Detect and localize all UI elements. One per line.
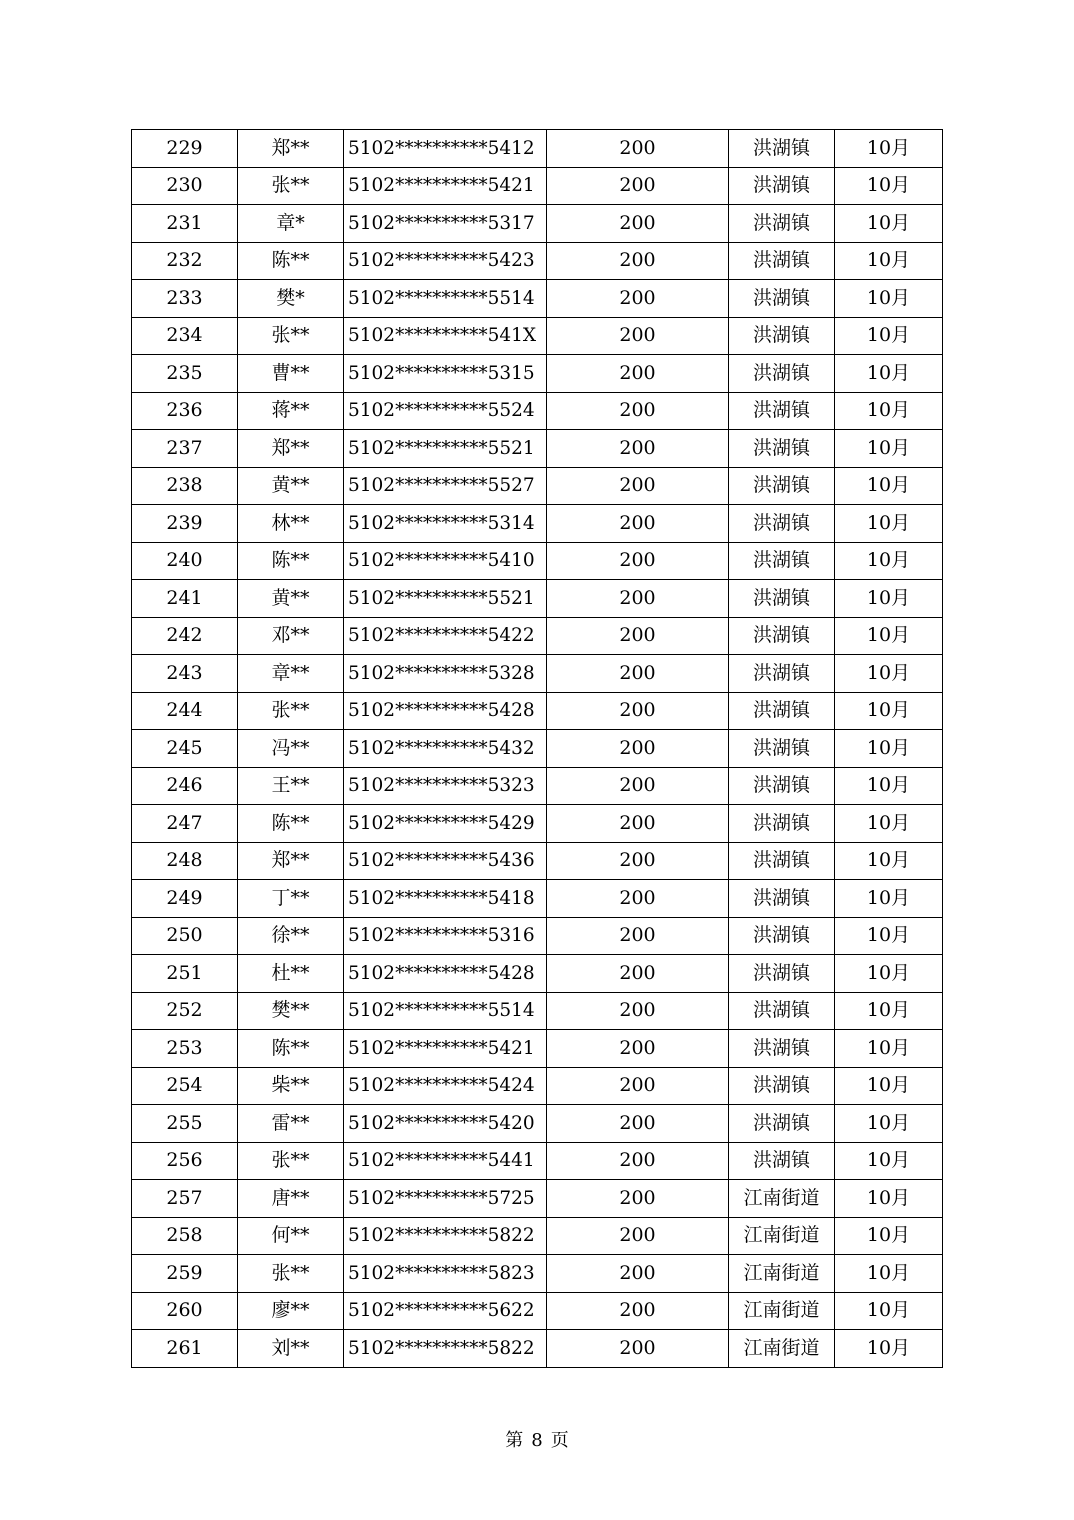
cell-id-number: 5102**********5421 (344, 167, 547, 205)
cell-amount: 200 (547, 805, 729, 843)
cell-amount: 200 (547, 730, 729, 768)
cell-serial-number: 251 (132, 955, 238, 993)
cell-id-number: 5102**********5424 (344, 1067, 547, 1105)
cell-name: 刘** (238, 1330, 344, 1368)
cell-amount: 200 (547, 1292, 729, 1330)
cell-amount: 200 (547, 917, 729, 955)
table-row (132, 1292, 943, 1330)
cell-amount: 200 (547, 205, 729, 243)
cell-name: 樊* (238, 280, 344, 318)
cell-id-number: 5102**********5514 (344, 280, 547, 318)
cell-month: 10月 (835, 692, 943, 730)
table-row (132, 130, 943, 168)
cell-town: 洪湖镇 (729, 580, 835, 618)
cell-serial-number: 254 (132, 1067, 238, 1105)
cell-id-number: 5102**********5420 (344, 1105, 547, 1143)
cell-id-number: 5102**********5328 (344, 655, 547, 693)
cell-id-number: 5102**********5317 (344, 205, 547, 243)
cell-serial-number: 244 (132, 692, 238, 730)
cell-name: 丁** (238, 880, 344, 918)
cell-name: 章* (238, 205, 344, 243)
cell-name: 王** (238, 767, 344, 805)
cell-amount: 200 (547, 1180, 729, 1218)
table-row (132, 1180, 943, 1218)
cell-id-number: 5102**********5410 (344, 542, 547, 580)
cell-town: 洪湖镇 (729, 505, 835, 543)
cell-id-number: 5102**********5822 (344, 1217, 547, 1255)
cell-serial-number: 253 (132, 1030, 238, 1068)
cell-month: 10月 (835, 467, 943, 505)
cell-town: 洪湖镇 (729, 692, 835, 730)
cell-town: 洪湖镇 (729, 617, 835, 655)
table-row (132, 505, 943, 543)
cell-amount: 200 (547, 430, 729, 468)
cell-name: 陈** (238, 1030, 344, 1068)
cell-month: 10月 (835, 205, 943, 243)
cell-month: 10月 (835, 1030, 943, 1068)
cell-amount: 200 (547, 767, 729, 805)
table-row (132, 917, 943, 955)
table-row (132, 1330, 943, 1368)
table-row (132, 1142, 943, 1180)
cell-month: 10月 (835, 130, 943, 168)
cell-town: 洪湖镇 (729, 655, 835, 693)
cell-name: 黄** (238, 580, 344, 618)
cell-town: 洪湖镇 (729, 1105, 835, 1143)
roster-table (131, 129, 943, 1368)
cell-town: 洪湖镇 (729, 280, 835, 318)
table-row (132, 767, 943, 805)
cell-month: 10月 (835, 1067, 943, 1105)
cell-amount: 200 (547, 655, 729, 693)
table-row (132, 430, 943, 468)
table-row (132, 280, 943, 318)
cell-amount: 200 (547, 467, 729, 505)
table-row (132, 992, 943, 1030)
cell-month: 10月 (835, 842, 943, 880)
cell-amount: 200 (547, 392, 729, 430)
cell-town: 洪湖镇 (729, 917, 835, 955)
footer-prefix: 第 (505, 1430, 524, 1451)
cell-serial-number: 229 (132, 130, 238, 168)
table-row (132, 1030, 943, 1068)
cell-name: 廖** (238, 1292, 344, 1330)
table-row (132, 692, 943, 730)
cell-month: 10月 (835, 880, 943, 918)
cell-name: 郑** (238, 130, 344, 168)
cell-name: 陈** (238, 242, 344, 280)
table-row (132, 355, 943, 393)
cell-name: 唐** (238, 1180, 344, 1218)
cell-name: 章** (238, 655, 344, 693)
cell-town: 洪湖镇 (729, 317, 835, 355)
cell-town: 洪湖镇 (729, 992, 835, 1030)
cell-id-number: 5102**********5423 (344, 242, 547, 280)
cell-serial-number: 240 (132, 542, 238, 580)
cell-serial-number: 249 (132, 880, 238, 918)
cell-month: 10月 (835, 1180, 943, 1218)
cell-name: 郑** (238, 430, 344, 468)
cell-id-number: 5102**********5314 (344, 505, 547, 543)
cell-serial-number: 235 (132, 355, 238, 393)
cell-serial-number: 230 (132, 167, 238, 205)
table-row (132, 467, 943, 505)
cell-name: 郑** (238, 842, 344, 880)
cell-amount: 200 (547, 842, 729, 880)
cell-town: 江南街道 (729, 1180, 835, 1218)
table-row (132, 1255, 943, 1293)
cell-month: 10月 (835, 955, 943, 993)
cell-amount: 200 (547, 580, 729, 618)
cell-month: 10月 (835, 1255, 943, 1293)
table-row (132, 617, 943, 655)
cell-serial-number: 236 (132, 392, 238, 430)
cell-serial-number: 237 (132, 430, 238, 468)
cell-serial-number: 246 (132, 767, 238, 805)
cell-town: 洪湖镇 (729, 880, 835, 918)
cell-id-number: 5102**********5315 (344, 355, 547, 393)
cell-month: 10月 (835, 1292, 943, 1330)
cell-town: 洪湖镇 (729, 467, 835, 505)
cell-name: 张** (238, 692, 344, 730)
cell-town: 洪湖镇 (729, 392, 835, 430)
cell-town: 洪湖镇 (729, 1142, 835, 1180)
cell-amount: 200 (547, 955, 729, 993)
cell-amount: 200 (547, 280, 729, 318)
cell-serial-number: 247 (132, 805, 238, 843)
cell-name: 杜** (238, 955, 344, 993)
cell-serial-number: 245 (132, 730, 238, 768)
cell-serial-number: 231 (132, 205, 238, 243)
cell-month: 10月 (835, 167, 943, 205)
cell-serial-number: 233 (132, 280, 238, 318)
cell-serial-number: 241 (132, 580, 238, 618)
cell-name: 徐** (238, 917, 344, 955)
cell-id-number: 5102**********5622 (344, 1292, 547, 1330)
cell-name: 陈** (238, 542, 344, 580)
cell-serial-number: 238 (132, 467, 238, 505)
table-row (132, 1105, 943, 1143)
cell-town: 江南街道 (729, 1217, 835, 1255)
cell-id-number: 5102**********5823 (344, 1255, 547, 1293)
cell-month: 10月 (835, 767, 943, 805)
table-row (132, 955, 943, 993)
cell-amount: 200 (547, 1255, 729, 1293)
table-row (132, 580, 943, 618)
cell-amount: 200 (547, 167, 729, 205)
cell-id-number: 5102**********5428 (344, 692, 547, 730)
cell-serial-number: 252 (132, 992, 238, 1030)
cell-town: 江南街道 (729, 1292, 835, 1330)
cell-id-number: 5102**********5521 (344, 430, 547, 468)
cell-town: 洪湖镇 (729, 167, 835, 205)
cell-month: 10月 (835, 917, 943, 955)
cell-town: 洪湖镇 (729, 205, 835, 243)
cell-amount: 200 (547, 130, 729, 168)
footer-suffix: 页 (550, 1430, 569, 1451)
page-footer (0, 1431, 1074, 1451)
table-row (132, 1217, 943, 1255)
table-row (132, 542, 943, 580)
cell-name: 蒋** (238, 392, 344, 430)
cell-name: 樊** (238, 992, 344, 1030)
roster-table-body (132, 130, 943, 1368)
cell-id-number: 5102**********5441 (344, 1142, 547, 1180)
cell-month: 10月 (835, 730, 943, 768)
cell-id-number: 5102**********5822 (344, 1330, 547, 1368)
cell-town: 江南街道 (729, 1330, 835, 1368)
cell-serial-number: 258 (132, 1217, 238, 1255)
cell-name: 曹** (238, 355, 344, 393)
cell-id-number: 5102**********5527 (344, 467, 547, 505)
cell-serial-number: 243 (132, 655, 238, 693)
cell-serial-number: 261 (132, 1330, 238, 1368)
cell-serial-number: 242 (132, 617, 238, 655)
table-row (132, 730, 943, 768)
cell-name: 柴** (238, 1067, 344, 1105)
cell-town: 洪湖镇 (729, 130, 835, 168)
cell-town: 洪湖镇 (729, 355, 835, 393)
cell-month: 10月 (835, 392, 943, 430)
cell-serial-number: 257 (132, 1180, 238, 1218)
cell-id-number: 5102**********5422 (344, 617, 547, 655)
cell-month: 10月 (835, 430, 943, 468)
table-row (132, 242, 943, 280)
cell-amount: 200 (547, 505, 729, 543)
table-row (132, 205, 943, 243)
cell-town: 洪湖镇 (729, 730, 835, 768)
cell-amount: 200 (547, 317, 729, 355)
table-row (132, 842, 943, 880)
cell-town: 洪湖镇 (729, 1030, 835, 1068)
cell-town: 洪湖镇 (729, 430, 835, 468)
cell-serial-number: 260 (132, 1292, 238, 1330)
cell-name: 陈** (238, 805, 344, 843)
cell-amount: 200 (547, 617, 729, 655)
cell-amount: 200 (547, 542, 729, 580)
cell-town: 洪湖镇 (729, 542, 835, 580)
cell-serial-number: 248 (132, 842, 238, 880)
cell-serial-number: 250 (132, 917, 238, 955)
cell-month: 10月 (835, 1142, 943, 1180)
cell-town: 洪湖镇 (729, 1067, 835, 1105)
cell-name: 邓** (238, 617, 344, 655)
cell-month: 10月 (835, 655, 943, 693)
cell-serial-number: 259 (132, 1255, 238, 1293)
cell-amount: 200 (547, 992, 729, 1030)
table-row (132, 392, 943, 430)
cell-month: 10月 (835, 242, 943, 280)
table-row (132, 880, 943, 918)
cell-amount: 200 (547, 1142, 729, 1180)
cell-amount: 200 (547, 692, 729, 730)
cell-id-number: 5102**********5316 (344, 917, 547, 955)
cell-month: 10月 (835, 805, 943, 843)
cell-name: 张** (238, 167, 344, 205)
cell-id-number: 5102**********541X (344, 317, 547, 355)
cell-id-number: 5102**********5521 (344, 580, 547, 618)
cell-serial-number: 239 (132, 505, 238, 543)
cell-name: 张** (238, 1255, 344, 1293)
cell-amount: 200 (547, 880, 729, 918)
cell-town: 洪湖镇 (729, 242, 835, 280)
cell-amount: 200 (547, 1217, 729, 1255)
cell-id-number: 5102**********5429 (344, 805, 547, 843)
table-row (132, 1067, 943, 1105)
cell-town: 江南街道 (729, 1255, 835, 1293)
cell-month: 10月 (835, 1105, 943, 1143)
cell-name: 黄** (238, 467, 344, 505)
cell-amount: 200 (547, 1030, 729, 1068)
cell-month: 10月 (835, 280, 943, 318)
page-number: 8 (531, 1430, 543, 1451)
cell-id-number: 5102**********5428 (344, 955, 547, 993)
cell-name: 林** (238, 505, 344, 543)
cell-id-number: 5102**********5514 (344, 992, 547, 1030)
table-row (132, 655, 943, 693)
cell-id-number: 5102**********5418 (344, 880, 547, 918)
cell-serial-number: 256 (132, 1142, 238, 1180)
table-row (132, 317, 943, 355)
cell-amount: 200 (547, 1330, 729, 1368)
cell-month: 10月 (835, 992, 943, 1030)
cell-id-number: 5102**********5323 (344, 767, 547, 805)
cell-month: 10月 (835, 617, 943, 655)
cell-month: 10月 (835, 542, 943, 580)
cell-name: 何** (238, 1217, 344, 1255)
cell-town: 洪湖镇 (729, 842, 835, 880)
cell-name: 雷** (238, 1105, 344, 1143)
cell-amount: 200 (547, 242, 729, 280)
cell-id-number: 5102**********5432 (344, 730, 547, 768)
cell-month: 10月 (835, 355, 943, 393)
cell-serial-number: 255 (132, 1105, 238, 1143)
cell-id-number: 5102**********5524 (344, 392, 547, 430)
cell-amount: 200 (547, 1105, 729, 1143)
cell-month: 10月 (835, 580, 943, 618)
cell-month: 10月 (835, 1330, 943, 1368)
cell-amount: 200 (547, 1067, 729, 1105)
table-row (132, 167, 943, 205)
table-row (132, 805, 943, 843)
cell-town: 洪湖镇 (729, 767, 835, 805)
cell-amount: 200 (547, 355, 729, 393)
cell-id-number: 5102**********5412 (344, 130, 547, 168)
cell-serial-number: 232 (132, 242, 238, 280)
cell-name: 冯** (238, 730, 344, 768)
cell-month: 10月 (835, 1217, 943, 1255)
cell-town: 洪湖镇 (729, 805, 835, 843)
cell-name: 张** (238, 1142, 344, 1180)
cell-month: 10月 (835, 505, 943, 543)
cell-serial-number: 234 (132, 317, 238, 355)
cell-id-number: 5102**********5725 (344, 1180, 547, 1218)
cell-name: 张** (238, 317, 344, 355)
cell-town: 洪湖镇 (729, 955, 835, 993)
cell-month: 10月 (835, 317, 943, 355)
cell-id-number: 5102**********5436 (344, 842, 547, 880)
cell-id-number: 5102**********5421 (344, 1030, 547, 1068)
